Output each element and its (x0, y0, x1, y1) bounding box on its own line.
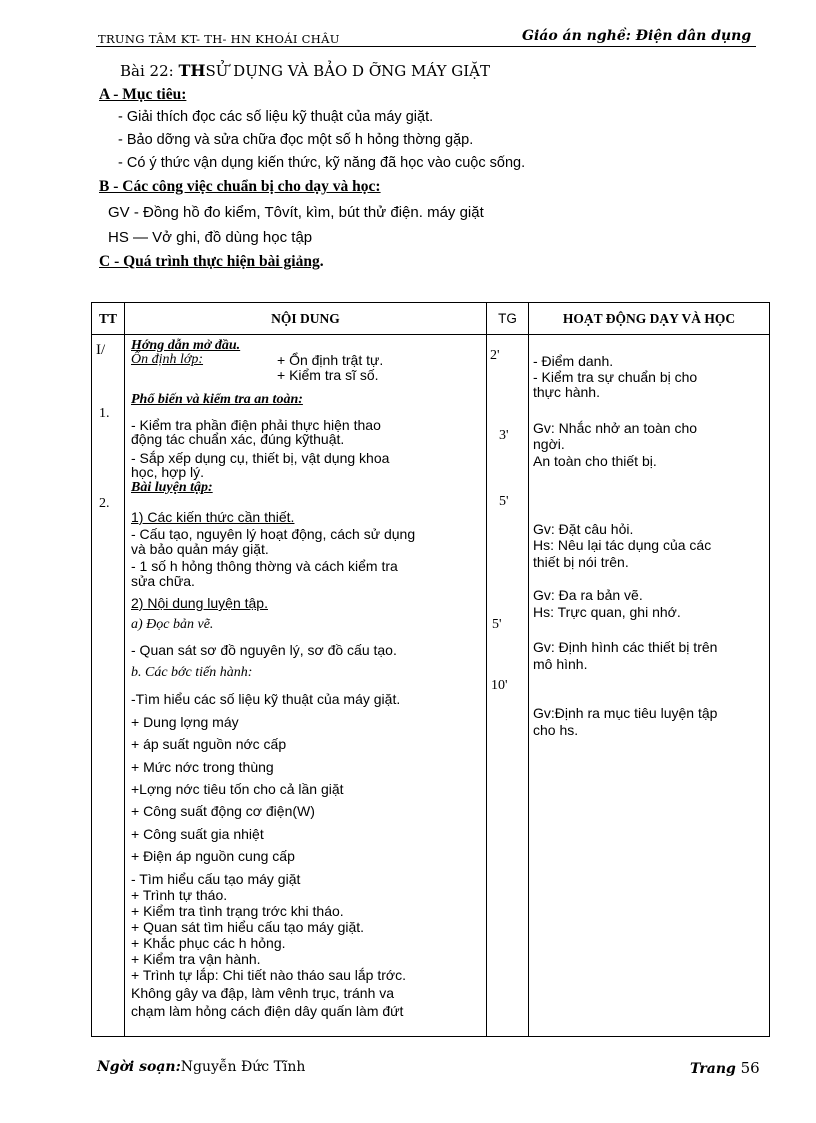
activity-line: - Điểm danh. (533, 353, 614, 369)
content-line: - Sắp xếp dụng cụ, thiết bị, vật dụng khoa (131, 450, 390, 466)
content-line: và bảo quản máy giặt. (131, 541, 269, 557)
content-cell (125, 335, 487, 1037)
activity-line: - Kiểm tra sự chuẩn bị cho (533, 369, 698, 385)
footer-author (97, 1059, 305, 1075)
content-line: Không gây va đập, làm vênh trục, tránh va (131, 985, 395, 1001)
content-line: + Kiểm tra tình trạng trớc khi tháo. (131, 903, 344, 919)
time-value: 3' (499, 428, 509, 443)
content-line: + Dung lợng máy (131, 714, 239, 730)
content-line: Ổn định lớp: (131, 352, 204, 367)
content-line: 1) Các kiến thức cần thiết. (131, 509, 295, 525)
col-header-content: NỘI DUNG (125, 303, 487, 335)
table-header-row (92, 303, 770, 335)
activity-line: thiết bị nói trên. (533, 554, 629, 570)
content-line: - 1 số h hỏng thông thờng và cách kiểm tra (131, 558, 398, 574)
lesson-number: Bài 22: (120, 62, 174, 80)
content-line: + Trình tự lắp: Chi tiết nào tháo sau lắp trớc. (131, 967, 406, 983)
activity-line: Gv: Đặt câu hỏi. (533, 521, 634, 537)
content-line: - Quan sát sơ đồ nguyên lý, sơ đồ cấu tạo. (131, 642, 397, 658)
content-line: + áp suất nguồn nớc cấp (131, 736, 287, 752)
footer-page (690, 1059, 760, 1077)
content-line: +Lợng nớc tiêu tốn cho cả lần giặt (131, 781, 344, 797)
page-label: Trang (690, 1061, 736, 1077)
student-materials: HS — Vở ghi, đồ dùng học tập (108, 229, 313, 246)
content-line: Bài luyện tập: (131, 480, 213, 495)
content-line: + Mức nớc trong thùng (131, 759, 274, 775)
activity-line: mô hình. (533, 656, 588, 672)
author-label: Ngời soạn: (97, 1059, 181, 1075)
time-value: 5' (499, 494, 509, 509)
lesson-title (120, 61, 490, 80)
time-value: 2' (490, 348, 500, 363)
activity-line: Gv: Đa ra bản vẽ. (533, 587, 643, 603)
objective-item: - Có ý thức vận dụng kiến thức, kỹ năng đã học vào cuộc sống. (118, 155, 526, 171)
content-line: + Công suất động cơ điện(W) (131, 803, 315, 819)
content-line: 2) Nội dung luyện tập. (131, 595, 268, 611)
content-line: Hớng dẫn mở đầu. (131, 338, 241, 353)
time-value: 10' (491, 678, 508, 693)
section-a-heading: A - Mục tiêu: (99, 86, 187, 103)
content-line: + Quan sát tìm hiểu cấu tạo máy giặt. (131, 919, 365, 935)
content-line: + Điện áp nguồn cung cấp (131, 848, 295, 864)
tt-label: 1. (99, 406, 110, 421)
section-c-text: C - Quá trình thực hiện bài giảng (99, 253, 320, 270)
content-line: + Trình tự tháo. (131, 887, 228, 903)
content-line: b. Các bớc tiến hành: (131, 665, 253, 680)
teacher-materials: GV - Đồng hồ đo kiểm, Tôvít, kìm, bút thử điện. máy giặt (108, 204, 484, 221)
header-left: TRUNG TÂM KT- TH- HN KHOÁI CHÂU (98, 32, 340, 46)
content-line: - Kiểm tra phần điện phải thực hiện thao (131, 417, 381, 433)
table-body-row (92, 335, 770, 1037)
activity-line: cho hs. (533, 722, 579, 738)
content-line: - Tìm hiểu cấu tạo máy giặt (131, 871, 301, 887)
section-c-heading (99, 253, 324, 271)
author-name: Nguyễn Đức Tĩnh (180, 1059, 306, 1075)
activity-cell (529, 335, 770, 1037)
content-line: + Kiểm tra sĩ số. (277, 367, 379, 383)
content-line: chạm làm hỏng cách điện dây quấn làm đứt (131, 1003, 404, 1019)
section-b-heading: B - Các công việc chuẩn bị cho dạy và học: (99, 178, 381, 195)
content-line: + Khắc phục các h hỏng. (131, 935, 286, 951)
tt-label: I/ (96, 342, 106, 358)
section-c-dot: . (319, 253, 324, 270)
objective-item: - Giải thích đọc các số liệu kỹ thuật của máy giặt. (118, 109, 434, 125)
activity-line: thực hành. (533, 384, 600, 400)
activity-line: Gv: Định hình các thiết bị trên (533, 639, 718, 655)
time-cell (487, 335, 529, 1037)
content-line: động tác chuẩn xác, đúng kỹthuật. (131, 431, 345, 447)
content-line: + Kiểm tra vận hành. (131, 951, 261, 967)
header-right: Giáo án nghề: Điện dân dụng (522, 28, 752, 44)
content-line: học, hợp lý. (131, 464, 204, 480)
content-line: sửa chữa. (131, 573, 195, 589)
content-line: - Cấu tạo, nguyên lý hoạt động, cách sử dụng (131, 526, 416, 542)
activity-line: Hs: Trực quan, ghi nhớ. (533, 604, 681, 620)
activity-line: An toàn cho thiết bị. (533, 453, 657, 469)
lesson-name: SỬ DỤNG VÀ BẢO D ỠNG MÁY GIẶT (205, 62, 491, 80)
header-divider (96, 46, 756, 47)
col-header-activity: HOẠT ĐỘNG DẠY VÀ HỌC (529, 303, 770, 335)
content-line: + Công suất gia nhiệt (131, 826, 264, 842)
content-line: -Tìm hiểu các số liệu kỹ thuật của máy giặt. (131, 691, 401, 707)
tt-label: 2. (99, 496, 110, 511)
activity-line: Hs: Nêu lại tác dụng của các (533, 537, 712, 553)
page-number: 56 (735, 1059, 760, 1077)
col-header-tt: TT (92, 303, 125, 335)
lesson-table (91, 302, 770, 1037)
content-line: a) Đọc bản vẽ. (131, 617, 214, 632)
activity-line: Gv:Định ra mục tiêu luyện tập (533, 705, 718, 721)
activity-line: ngời. (533, 436, 565, 452)
tt-cell (92, 335, 125, 1037)
time-value: 5' (492, 617, 502, 632)
objective-item: - Bảo dỡng và sửa chữa đọc một số h hỏng thờng gặp. (118, 132, 474, 148)
lesson-th: TH (178, 61, 206, 80)
col-header-tg: TG (487, 303, 529, 335)
content-line: Phổ biến và kiểm tra an toàn: (131, 392, 303, 407)
activity-line: Gv: Nhắc nhở an toàn cho (533, 420, 698, 436)
content-line: + Ổn định trật tự. (277, 352, 384, 368)
